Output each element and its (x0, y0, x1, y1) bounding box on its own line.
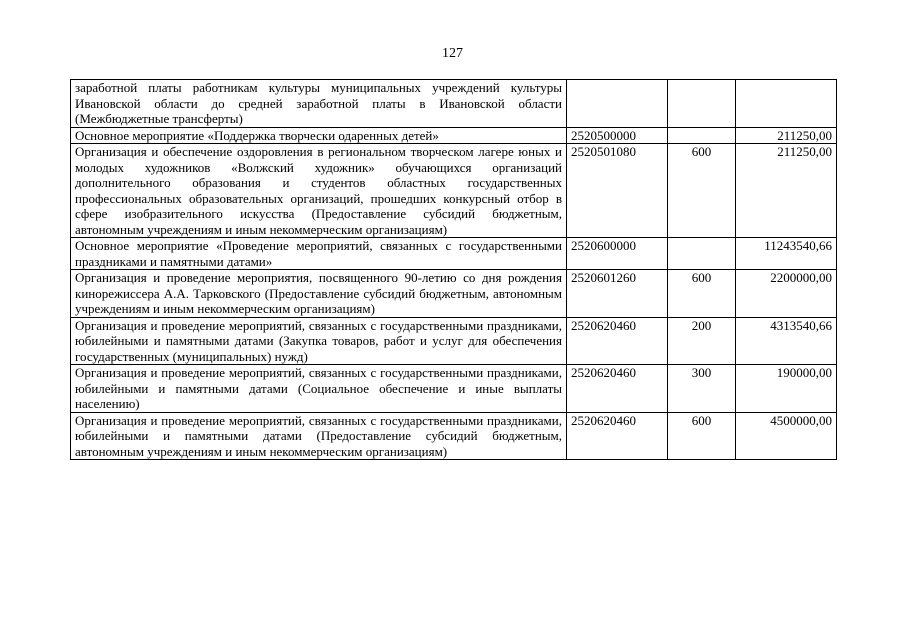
row-name: Организация и проведение мероприятий, связанных с государственными праздниками, юбилейными и памятными датами (Предоставление субсидий бюджетным, автономным учреждениям и иным некоммерческим организациям) (71, 412, 567, 460)
page-number: 127 (442, 46, 463, 61)
row-amount: 4313540,66 (736, 317, 837, 365)
table-row (71, 144, 837, 238)
row-amount: 4500000,00 (736, 412, 837, 460)
row-name: Организация и проведение мероприятий, связанных с государственными праздниками, юбилейными и памятными датами (Закупка товаров, работ и услуг для обеспечения государственных (муниципальных) нужд) (71, 317, 567, 365)
table-row (71, 317, 837, 365)
row-code: 2520620460 (567, 317, 668, 365)
row-name: Организация и проведение мероприятия, посвященного 90-летию со дня рождения кинорежиссера А.А. Тарковского (Предоставление субсидий бюджетным, автономным учреждениям и иным некоммерческим организациям) (71, 270, 567, 318)
row-expense-type (668, 127, 736, 144)
row-amount: 190000,00 (736, 365, 837, 413)
row-code: 2520620460 (567, 412, 668, 460)
row-amount: 11243540,66 (736, 238, 837, 270)
row-code: 2520601260 (567, 270, 668, 318)
row-expense-type (668, 80, 736, 128)
row-name: Основное мероприятие «Поддержка творчески одаренных детей» (71, 127, 567, 144)
row-code (567, 80, 668, 128)
row-expense-type: 600 (668, 412, 736, 460)
row-expense-type: 600 (668, 270, 736, 318)
row-expense-type: 600 (668, 144, 736, 238)
table-row (71, 238, 837, 270)
table-row (71, 270, 837, 318)
table-row (71, 412, 837, 460)
row-amount: 211250,00 (736, 144, 837, 238)
row-expense-type: 300 (668, 365, 736, 413)
row-code: 2520600000 (567, 238, 668, 270)
row-code: 2520500000 (567, 127, 668, 144)
row-amount (736, 80, 837, 128)
row-name: Организация и обеспечение оздоровления в региональном творческом лагере юных и молодых художников «Волжский художник» обучающихся организаций дополнительного образования и студентов областных государственных профессиональных образовательных организаций, прошедших конкурсный отбор в сфере изобразительного искусства (Предоставление субсидий бюджетным, автономным учреждениям и иным некоммерческим организациям) (71, 144, 567, 238)
row-name: Основное мероприятие «Проведение мероприятий, связанных с государственными праздниками и памятными датами» (71, 238, 567, 270)
row-code: 2520501080 (567, 144, 668, 238)
row-name: заработной платы работникам культуры муниципальных учреждений культуры Ивановской области до средней заработной платы в Ивановской области (Межбюджетные трансферты) (71, 80, 567, 128)
row-amount: 2200000,00 (736, 270, 837, 318)
row-name: Организация и проведение мероприятий, связанных с государственными праздниками, юбилейными и памятными датами (Социальное обеспечение и иные выплаты населению) (71, 365, 567, 413)
row-code: 2520620460 (567, 365, 668, 413)
table-row (71, 365, 837, 413)
row-expense-type (668, 238, 736, 270)
budget-table (70, 79, 837, 460)
row-expense-type: 200 (668, 317, 736, 365)
table-row (71, 127, 837, 144)
row-amount: 211250,00 (736, 127, 837, 144)
table-row (71, 80, 837, 128)
